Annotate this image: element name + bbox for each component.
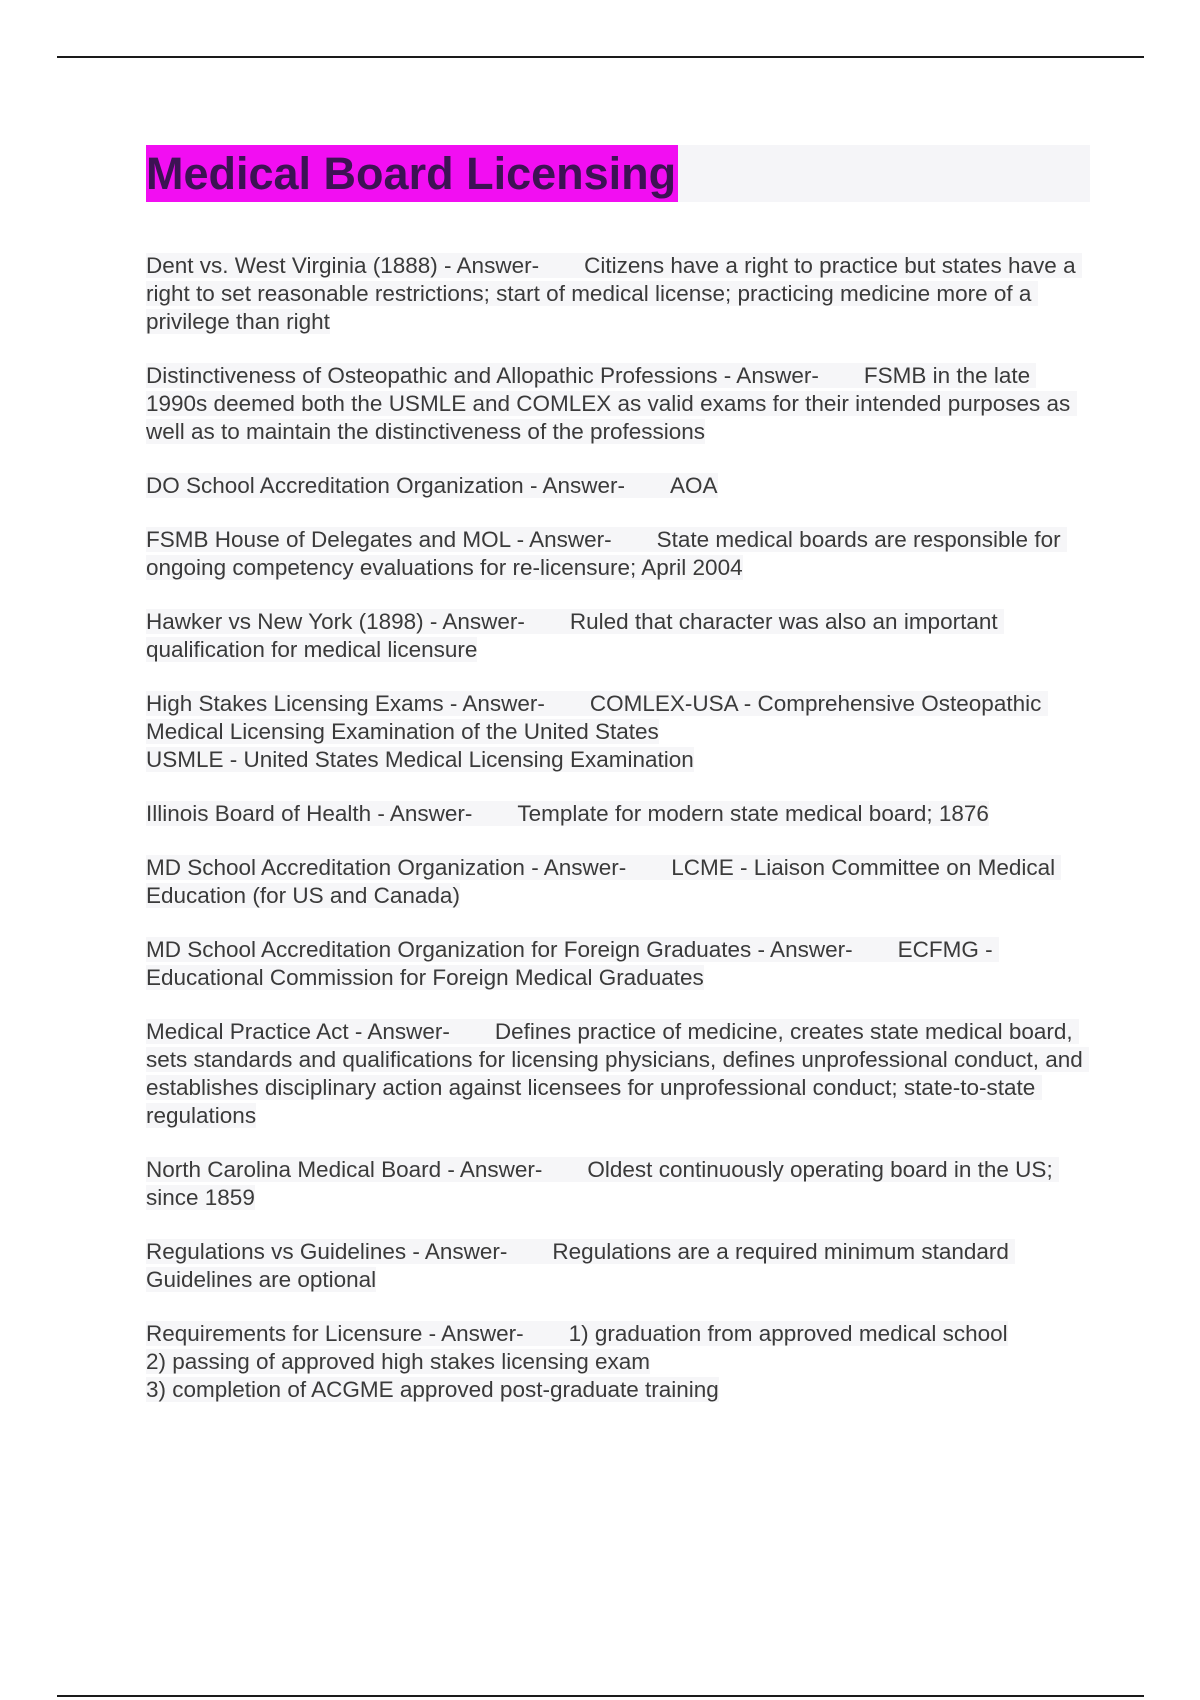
entry-text: High Stakes Licensing Exams - Answer- COMLEX-USA - Comprehensive Osteopathic Medical Licensing Examination of the United States USMLE - United States Medical Licensing Examination — [146, 691, 1048, 772]
list-item — [146, 800, 1090, 828]
entry-text: MD School Accreditation Organization for Foreign Graduates - Answer- ECFMG - Educational Commission for Foreign Medical Graduates — [146, 937, 999, 990]
document-body — [146, 145, 1090, 1430]
list-item — [146, 362, 1090, 446]
entry-text: Medical Practice Act - Answer- Defines practice of medicine, creates state medical board, sets standards and qualifications for licensing physicians, defines unprofessional conduct, and establishes disciplinary action against licensees for unprofessional conduct; state-to-state regulations — [146, 1019, 1090, 1128]
list-item — [146, 526, 1090, 582]
list-item — [146, 1238, 1090, 1294]
entry-text: Distinctiveness of Osteopathic and Allopathic Professions - Answer- FSMB in the late 1990s deemed both the USMLE and COMLEX as valid exams for their intended purposes as well as to maintain the distinctiveness of the professions — [146, 363, 1077, 444]
entry-list — [146, 252, 1090, 1404]
entry-text: Regulations vs Guidelines - Answer- Regulations are a required minimum standard Guidelines are optional — [146, 1239, 1016, 1292]
list-item — [146, 1018, 1090, 1130]
entry-text: FSMB House of Delegates and MOL - Answer- State medical boards are responsible for ongoing competency evaluations for re-licensure; April 2004 — [146, 527, 1067, 580]
list-item — [146, 1156, 1090, 1212]
entry-text: Illinois Board of Health - Answer- Template for modern state medical board; 1876 — [146, 801, 989, 826]
list-item — [146, 1320, 1090, 1404]
list-item — [146, 690, 1090, 774]
entry-text: North Carolina Medical Board - Answer- Oldest continuously operating board in the US; since 1859 — [146, 1157, 1059, 1210]
entry-text: Requirements for Licensure - Answer- 1) graduation from approved medical school 2) passing of approved high stakes licensing exam 3) completion of ACGME approved post-graduate training — [146, 1321, 1008, 1402]
list-item — [146, 472, 1090, 500]
title-band — [146, 145, 1090, 202]
footer-rule — [57, 1695, 1144, 1697]
list-item — [146, 936, 1090, 992]
entry-text: Dent vs. West Virginia (1888) - Answer- Citizens have a right to practice but states have a right to set reasonable restrictions; start of medical license; practicing medicine more of a privilege than right — [146, 253, 1082, 334]
entry-text: MD School Accreditation Organization - Answer- LCME - Liaison Committee on Medical Education (for US and Canada) — [146, 855, 1062, 908]
list-item — [146, 854, 1090, 910]
list-item — [146, 608, 1090, 664]
entry-text: Hawker vs New York (1898) - Answer- Ruled that character was also an important qualification for medical licensure — [146, 609, 1004, 662]
document-title: Medical Board Licensing — [146, 145, 678, 202]
header-rule — [57, 56, 1144, 58]
entry-text: DO School Accreditation Organization - Answer- AOA — [146, 473, 718, 498]
list-item — [146, 252, 1090, 336]
